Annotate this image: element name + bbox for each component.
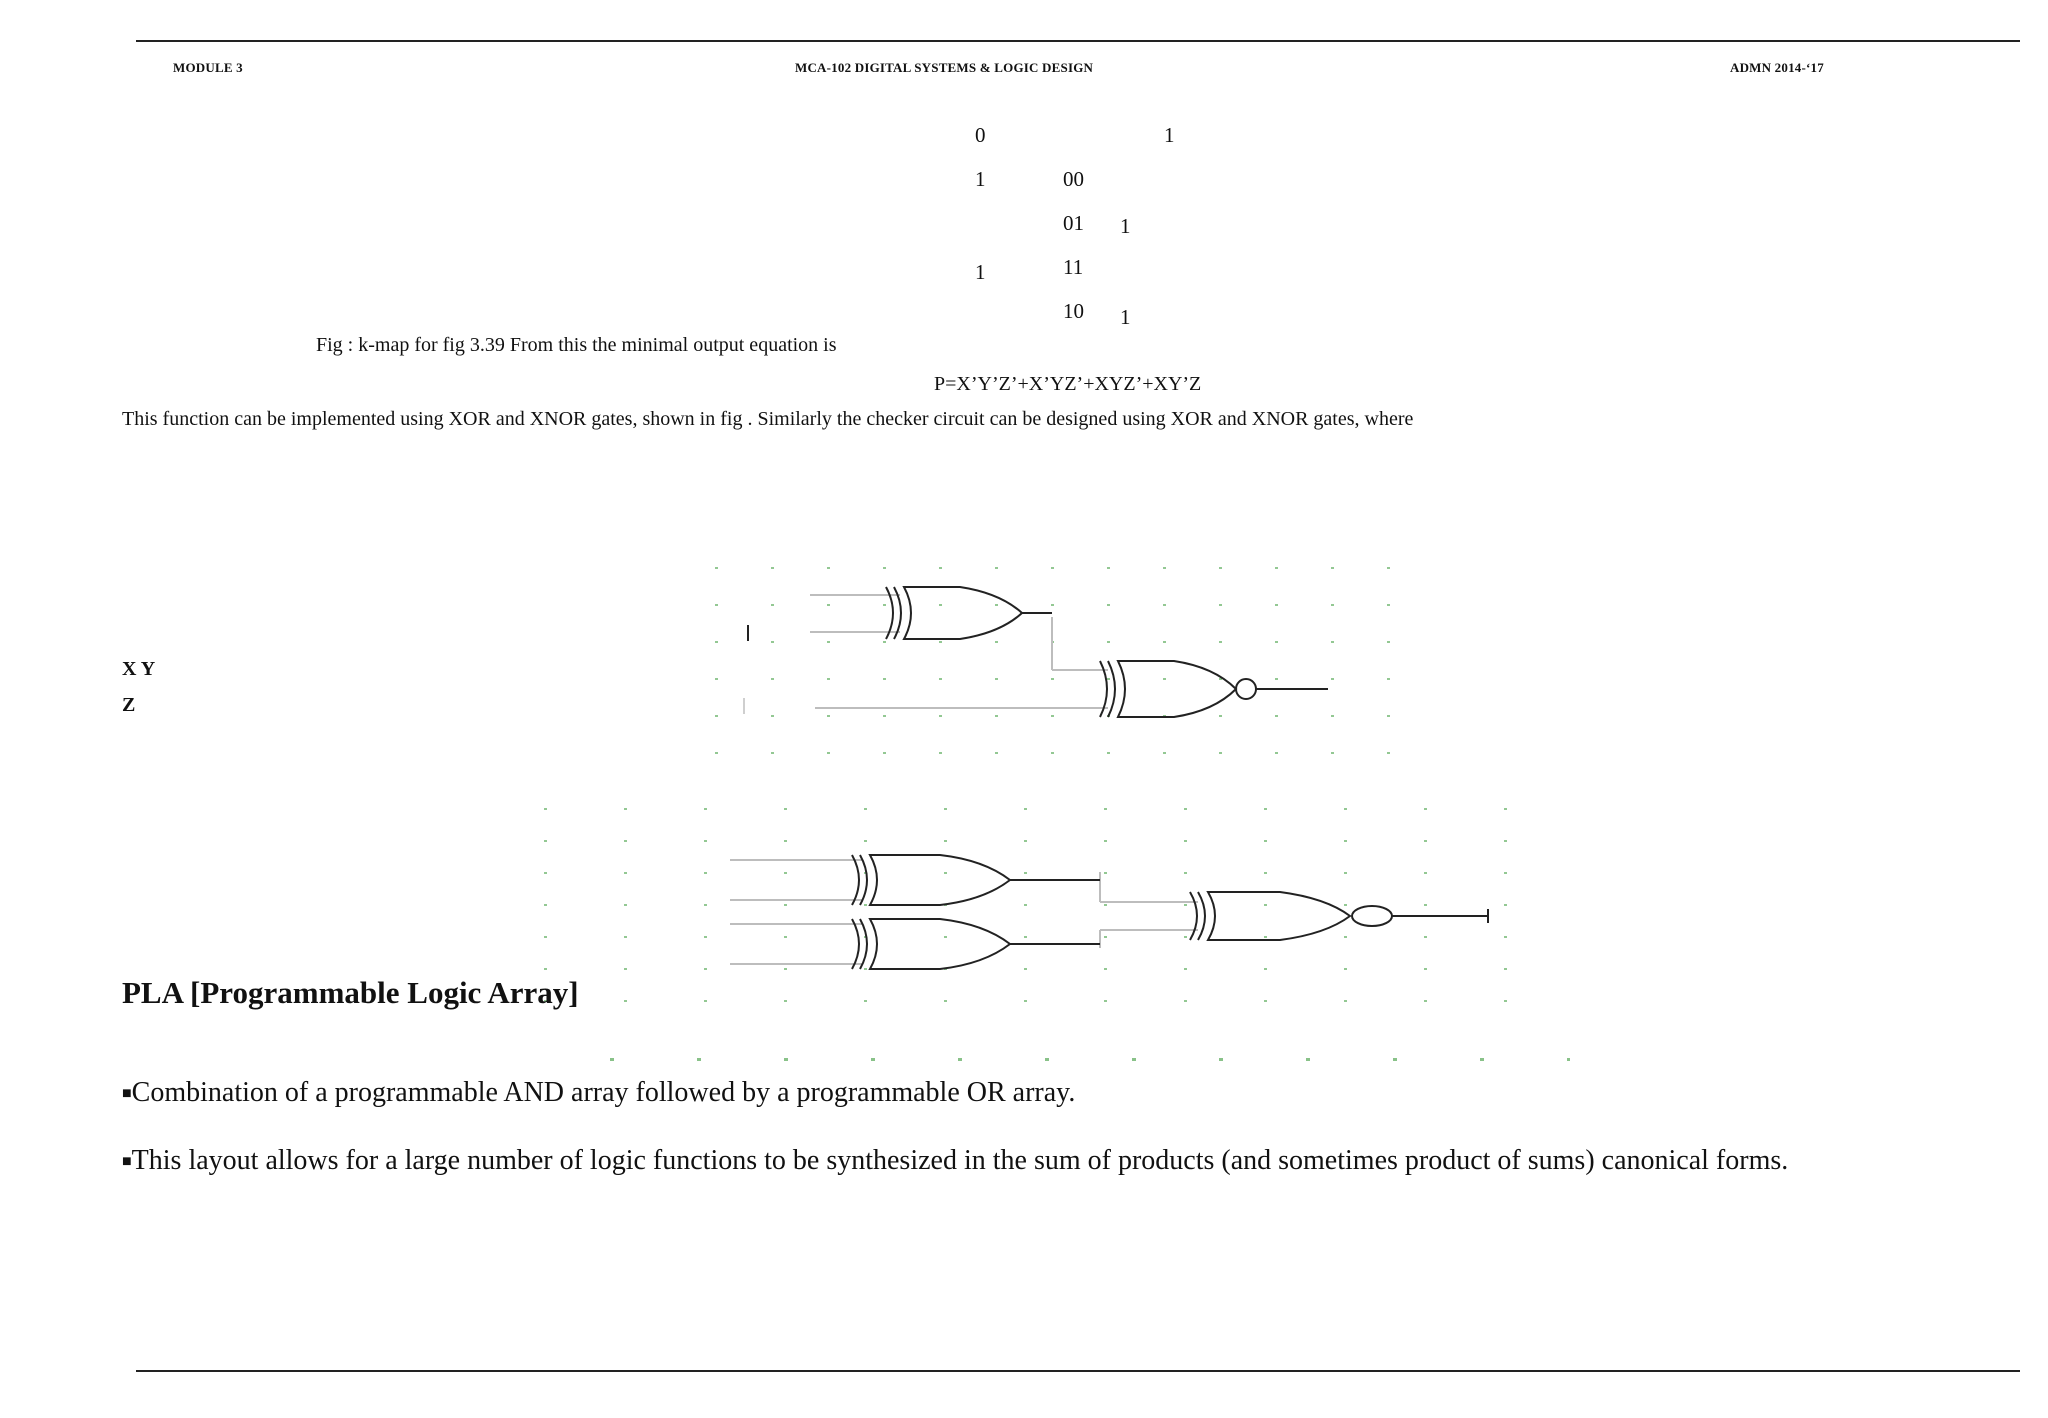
grid-dot: [958, 1058, 962, 1061]
grid-dot: [944, 872, 947, 874]
grid-dot: [544, 872, 547, 874]
grid-dot: [1344, 968, 1347, 970]
grid-dot: [624, 872, 627, 874]
grid-dot: [1504, 1000, 1507, 1002]
grid-dot: [704, 968, 707, 970]
grid-dot: [864, 968, 867, 970]
grid-dot: [1184, 1000, 1187, 1002]
bullet-text: This layout allows for a large number of logic functions to be synthesized in the sum of products (and sometimes product of sums) canonical forms.: [131, 1145, 1789, 1176]
grid-dot: [1344, 840, 1347, 842]
grid-dot: [1219, 715, 1222, 717]
grid-dot: [784, 936, 787, 938]
grid-dot: [1331, 752, 1334, 754]
grid-dot: [939, 567, 942, 569]
grid-dot: [771, 604, 774, 606]
grid-dot: [827, 715, 830, 717]
grid-dot: [827, 567, 830, 569]
grid-dot: [1024, 968, 1027, 970]
kmap-col-0: 0: [975, 123, 986, 147]
grid-dot: [704, 840, 707, 842]
grid-dot: [715, 752, 718, 754]
grid-dot: [944, 808, 947, 810]
grid-dot: [1184, 904, 1187, 906]
grid-dot: [1104, 872, 1107, 874]
grid-dot: [1387, 715, 1390, 717]
grid-dot: [1387, 567, 1390, 569]
grid-dot: [1344, 1000, 1347, 1002]
grid-dot: [544, 808, 547, 810]
grid-dot: [784, 1058, 788, 1061]
grid-dot: [697, 1058, 701, 1061]
grid-dot: [771, 752, 774, 754]
grid-dot: [1184, 840, 1187, 842]
grid-dot: [883, 567, 886, 569]
header-module: MODULE 3: [173, 60, 243, 75]
grid-dot: [1504, 840, 1507, 842]
grid-dot: [715, 641, 718, 643]
grid-dot: [1024, 936, 1027, 938]
input-label-z: Z: [122, 694, 136, 716]
grid-dots: [544, 808, 1570, 1061]
grid-dot: [1344, 872, 1347, 874]
grid-dot: [624, 1000, 627, 1002]
grid-dot: [704, 1000, 707, 1002]
grid-dot: [995, 641, 998, 643]
grid-dot: [1264, 840, 1267, 842]
grid-dot: [771, 678, 774, 680]
grid-dot: [1387, 604, 1390, 606]
input-wires: [730, 860, 1198, 964]
grid-dot: [1567, 1058, 1570, 1061]
grid-dot: [1024, 872, 1027, 874]
grid-dot: [1424, 840, 1427, 842]
grid-dot: [715, 604, 718, 606]
grid-dot: [1424, 808, 1427, 810]
grid-dot: [704, 872, 707, 874]
input-label-xy: X Y: [122, 658, 156, 680]
grid-dot: [715, 678, 718, 680]
grid-dot: [1219, 752, 1222, 754]
grid-dot: [771, 641, 774, 643]
grid-dot: [1264, 808, 1267, 810]
grid-dot: [1275, 604, 1278, 606]
grid-dot: [944, 936, 947, 938]
header-admn: ADMN 2014-‘17: [1730, 60, 1824, 75]
grid-dot: [1424, 904, 1427, 906]
grid-dot: [939, 604, 942, 606]
grid-dot: [1504, 936, 1507, 938]
grid-dot: [1275, 567, 1278, 569]
grid-dot: [939, 715, 942, 717]
parity-checker-circuit: [540, 800, 1570, 1065]
top-rule: [136, 40, 2020, 42]
grid-dot: [704, 808, 707, 810]
grid-dot: [1051, 567, 1054, 569]
grid-dot: [1104, 840, 1107, 842]
grid-dot: [944, 1000, 947, 1002]
grid-dot: [1184, 936, 1187, 938]
kmap-row-10: 10: [1063, 299, 1084, 323]
grid-dot: [1184, 968, 1187, 970]
parity-generator-circuit: [700, 555, 1420, 770]
grid-dot: [1104, 968, 1107, 970]
grid-dot: [1132, 1058, 1136, 1061]
grid-dot: [784, 840, 787, 842]
kmap-row-01: 01: [1063, 211, 1084, 235]
xor-gate: [852, 919, 1100, 969]
grid-dot: [624, 968, 627, 970]
xnor-gate: [1100, 661, 1328, 717]
kmap-cell-one: 1: [975, 167, 986, 191]
grid-dot: [1306, 1058, 1310, 1061]
grid-dot: [784, 904, 787, 906]
grid-dot: [1264, 968, 1267, 970]
grid-dot: [1331, 604, 1334, 606]
grid-dot: [771, 715, 774, 717]
xor-gate: [852, 855, 1100, 905]
grid-dot: [1107, 567, 1110, 569]
grid-dot: [715, 715, 718, 717]
grid-dot: [883, 715, 886, 717]
grid-dot: [1504, 808, 1507, 810]
kmap-cell-one: 1: [975, 260, 986, 284]
kmap-cell-one: 1: [1120, 305, 1131, 329]
grid-dot: [1424, 872, 1427, 874]
bullet-marker: ■: [122, 1085, 132, 1102]
grid-dot: [1331, 678, 1334, 680]
grid-dot: [1163, 641, 1166, 643]
grid-dot: [1344, 936, 1347, 938]
grid-dot: [1387, 678, 1390, 680]
grid-dot: [1024, 1000, 1027, 1002]
grid-dot: [1051, 678, 1054, 680]
grid-dot: [1387, 752, 1390, 754]
grid-dot: [1107, 604, 1110, 606]
grid-dot: [1184, 872, 1187, 874]
grid-dot: [624, 808, 627, 810]
grid-dot: [1184, 808, 1187, 810]
grid-dot: [1219, 604, 1222, 606]
grid-dot: [864, 904, 867, 906]
grid-dot: [1104, 904, 1107, 906]
bullet-marker: ■: [122, 1153, 132, 1170]
header-course: MCA-102 DIGITAL SYSTEMS & LOGIC DESIGN: [795, 60, 1094, 75]
grid-dot: [995, 715, 998, 717]
grid-dot: [827, 604, 830, 606]
grid-dot: [1163, 752, 1166, 754]
grid-dot: [864, 808, 867, 810]
grid-dot: [827, 678, 830, 680]
grid-dot: [1024, 808, 1027, 810]
grid-dot: [1104, 936, 1107, 938]
grid-dot: [610, 1058, 614, 1061]
grid-dot: [871, 1058, 875, 1061]
kmap-row-00: 00: [1063, 167, 1084, 191]
grid-dot: [883, 641, 886, 643]
grid-dot: [1504, 968, 1507, 970]
grid-dot: [883, 752, 886, 754]
grid-dot: [1219, 641, 1222, 643]
grid-dot: [1051, 752, 1054, 754]
grid-dot: [544, 936, 547, 938]
grid-dot: [1275, 752, 1278, 754]
grid-dot: [1163, 604, 1166, 606]
bullet-text: Combination of a programmable AND array followed by a programmable OR array.: [131, 1077, 1076, 1108]
grid-dot: [995, 604, 998, 606]
grid-dot: [704, 904, 707, 906]
grid-dot: [1219, 1058, 1223, 1061]
grid-dot: [1107, 641, 1110, 643]
grid-dot: [1163, 567, 1166, 569]
kmap-col-1: 1: [1164, 123, 1175, 147]
grid-dot: [1275, 678, 1278, 680]
grid-dot: [1264, 872, 1267, 874]
bullet-item: [122, 1145, 1788, 1177]
grid-dot: [624, 936, 627, 938]
grid-dot: [1504, 872, 1507, 874]
grid-dot: [544, 904, 547, 906]
grid-dot: [544, 840, 547, 842]
grid-dot: [1504, 904, 1507, 906]
grid-dot: [624, 840, 627, 842]
grid-dot: [544, 968, 547, 970]
grid-dot: [864, 1000, 867, 1002]
grid-dot: [624, 904, 627, 906]
grid-dot: [1264, 1000, 1267, 1002]
grid-dot: [1264, 904, 1267, 906]
grid-dot: [1424, 1000, 1427, 1002]
grid-dot: [1393, 1058, 1397, 1061]
grid-dot: [771, 567, 774, 569]
grid-dot: [1331, 567, 1334, 569]
grid-dot: [1275, 641, 1278, 643]
xnor-gate: [1190, 892, 1488, 940]
kmap-cell-one: 1: [1120, 214, 1131, 238]
grid-dot: [995, 752, 998, 754]
grid-dot: [1387, 641, 1390, 643]
grid-dot: [939, 641, 942, 643]
grid-dot: [944, 840, 947, 842]
grid-dot: [1045, 1058, 1049, 1061]
grid-dot: [1331, 641, 1334, 643]
grid-dot: [1424, 968, 1427, 970]
section-title: PLA [Programmable Logic Array]: [122, 975, 579, 1010]
equation: P=X’Y’Z’+X’YZ’+XYZ’+XY’Z: [934, 373, 1202, 395]
grid-dot: [1104, 1000, 1107, 1002]
grid-dot: [827, 752, 830, 754]
bullet-item: [122, 1077, 1075, 1109]
grid-dot: [715, 567, 718, 569]
grid-dot: [784, 968, 787, 970]
figure-caption: Fig : k-map for fig 3.39 From this the minimal output equation is: [316, 334, 837, 356]
grid-dot: [784, 872, 787, 874]
grid-dot: [1051, 715, 1054, 717]
xor-gate: [886, 587, 1052, 639]
grid-dot: [784, 1000, 787, 1002]
grid-dot: [1051, 604, 1054, 606]
grid-dot: [864, 840, 867, 842]
grid-dot: [995, 567, 998, 569]
grid-dot: [827, 641, 830, 643]
grid-dot: [1264, 936, 1267, 938]
body-paragraph: This function can be implemented using XOR and XNOR gates, shown in fig . Similarly the checker circuit can be designed using XOR and XNOR gates, where: [122, 408, 1414, 430]
grid-dot: [1107, 752, 1110, 754]
bottom-rule: [136, 1370, 2020, 1372]
grid-dot: [1163, 678, 1166, 680]
grid-dot: [1024, 840, 1027, 842]
grid-dot: [1344, 904, 1347, 906]
grid-dot: [939, 678, 942, 680]
kmap-row-11: 11: [1063, 255, 1084, 279]
grid-dot: [1275, 715, 1278, 717]
grid-dot: [1107, 678, 1110, 680]
input-wires: [810, 595, 1108, 708]
grid-dot: [1024, 904, 1027, 906]
grid-dot: [1480, 1058, 1484, 1061]
grid-dot: [1424, 936, 1427, 938]
grid-dot: [1331, 715, 1334, 717]
grid-dot: [939, 752, 942, 754]
grid-dot: [995, 678, 998, 680]
grid-dot: [1104, 808, 1107, 810]
grid-dot: [784, 808, 787, 810]
grid-dot: [704, 936, 707, 938]
grid-dot: [1344, 808, 1347, 810]
grid-dot: [1219, 567, 1222, 569]
grid-dot: [883, 604, 886, 606]
grid-dot: [883, 678, 886, 680]
